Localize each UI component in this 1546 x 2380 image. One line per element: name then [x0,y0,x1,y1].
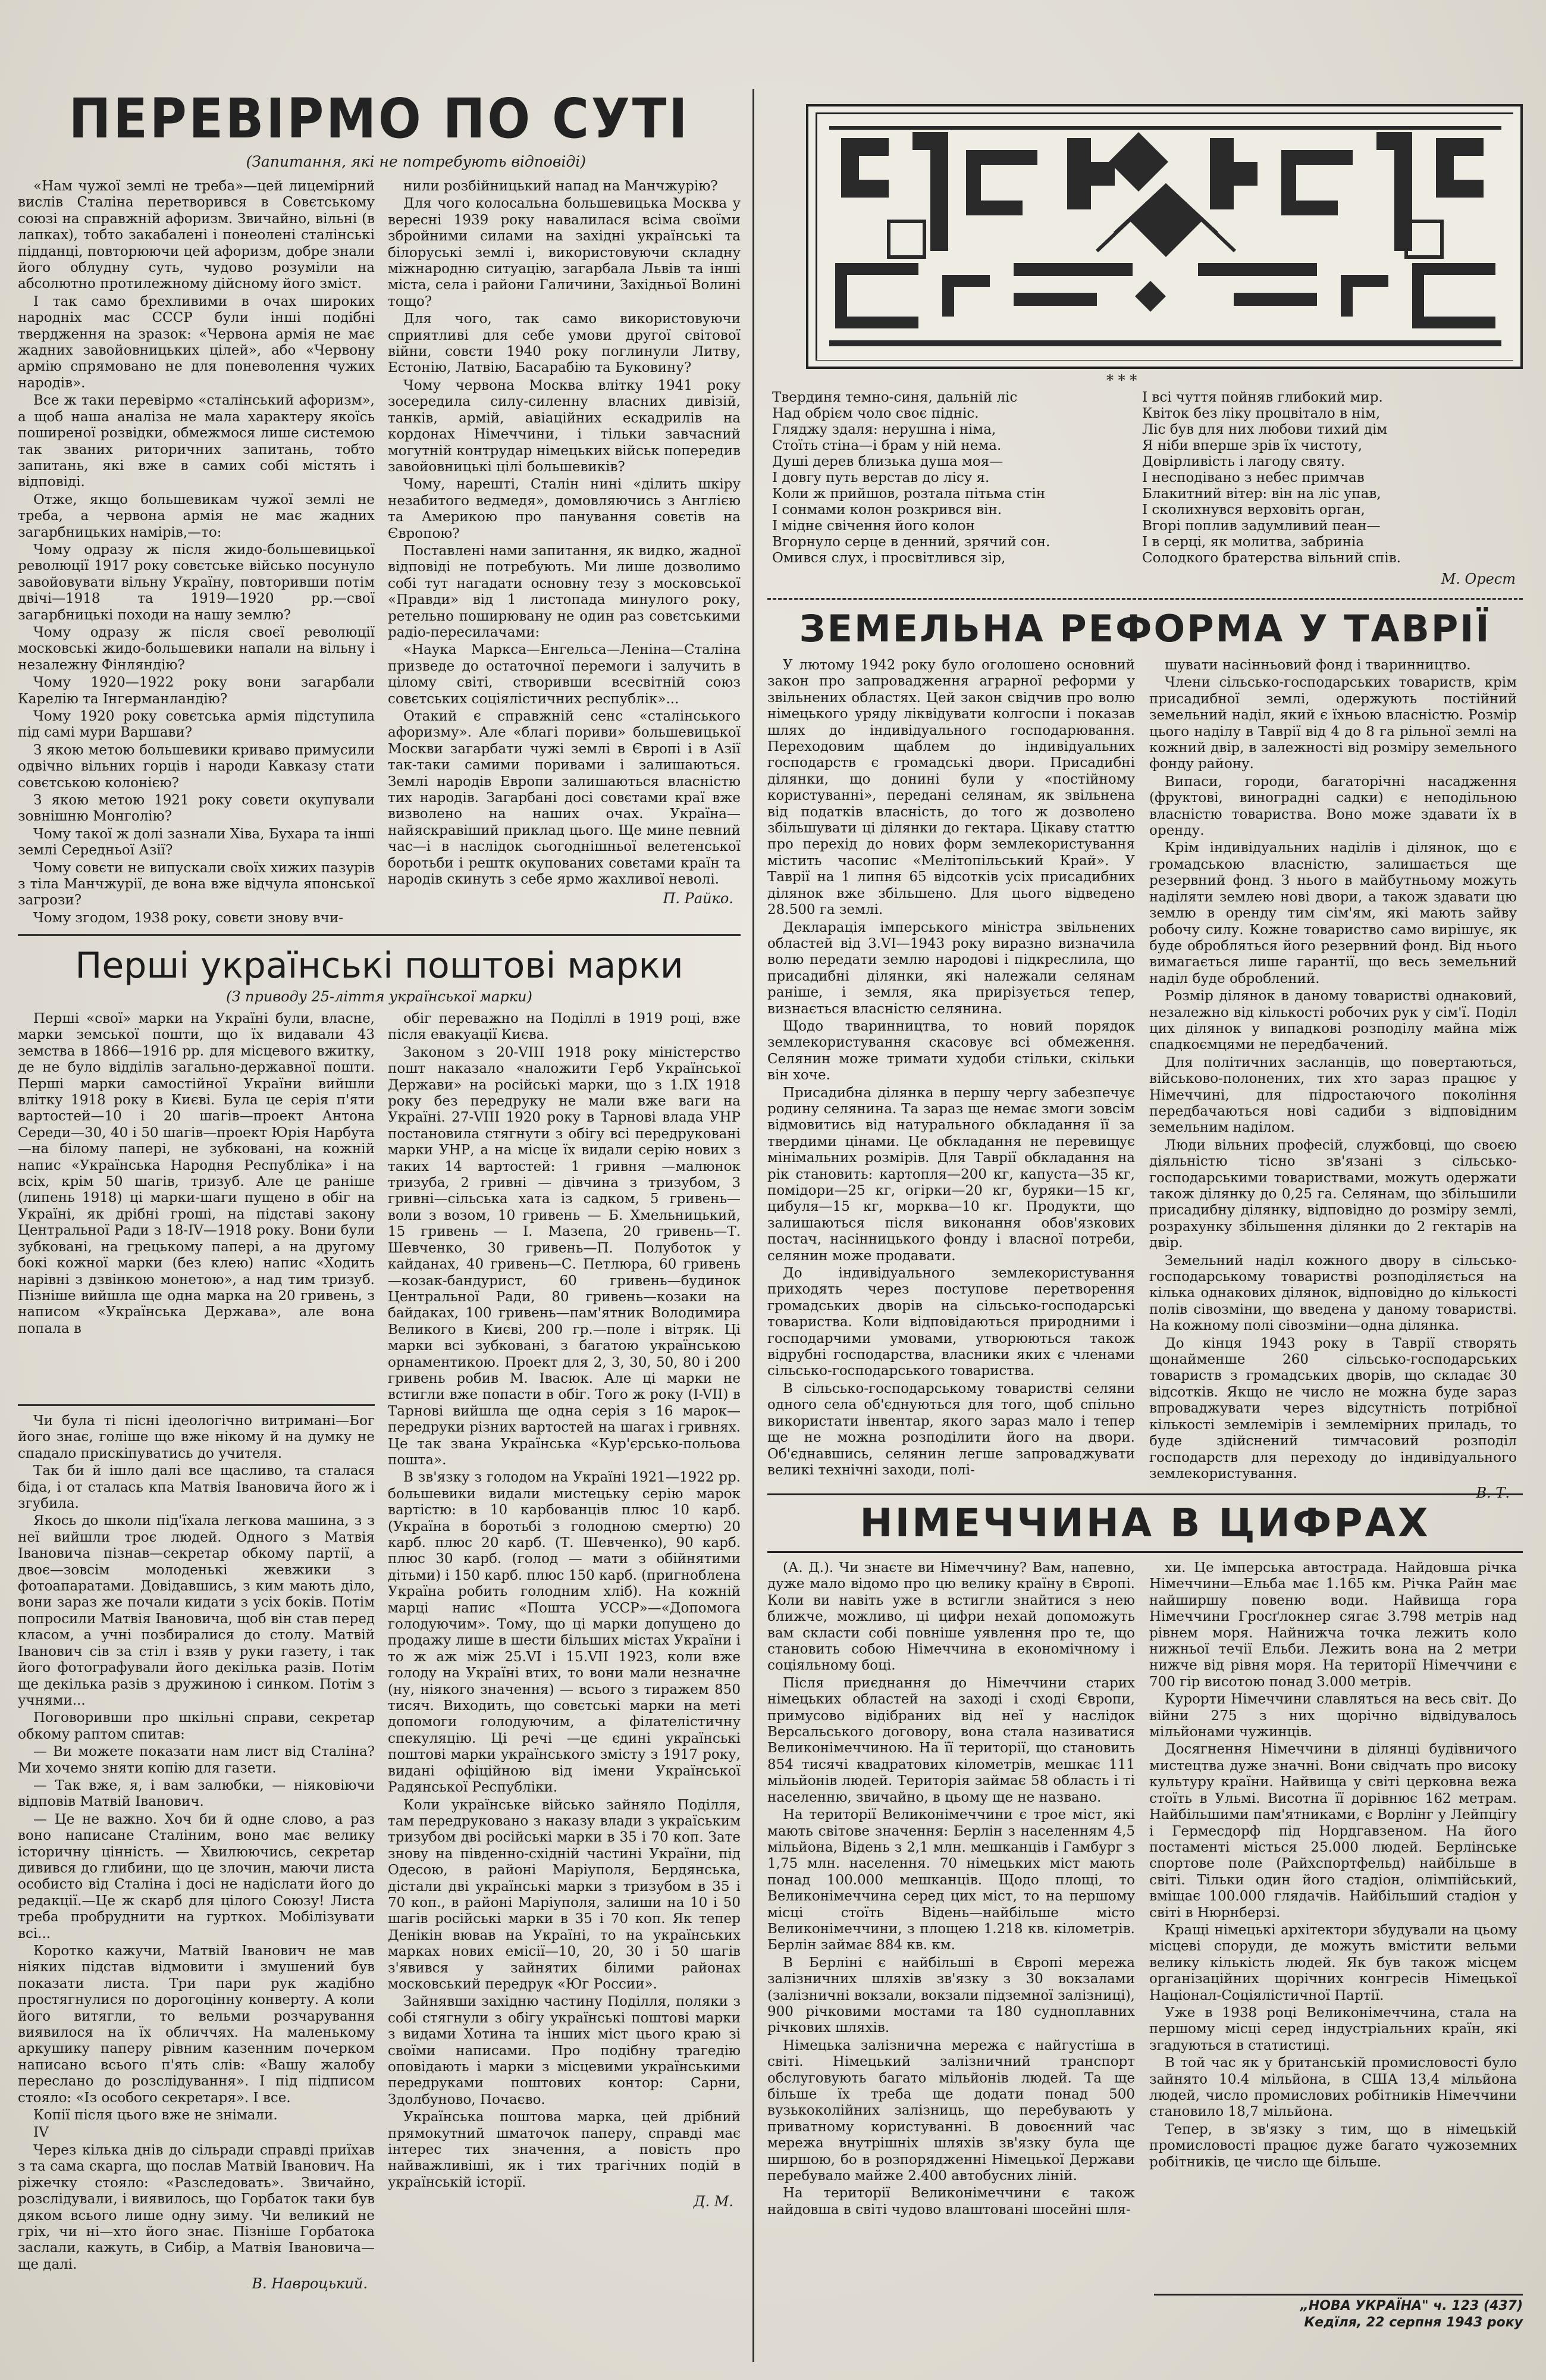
poem-line: І довгу путь верстав до лісу я. [772,470,990,486]
poem-line: Ліс був для них любови тихий дім [1142,422,1388,437]
poem-line: І всі чуття пойняв глибокий мир. [1142,390,1383,405]
paragraph: Члени сільсько-господарських товариств, крім присадибної землі, одержують постійний земельний наділ, який є їхньою власністю. Розмір цього наділу в Таврії від 4 до 8 га рільної землі на кожний двір, в залежності від розміру земельного фонду району. [1149,675,1517,772]
paragraph: Крім індивідуальних наділів і ділянок, що є громадською власністю, залишається ще резервний фонд. З нього в майбутньому можуть наділяти землею нові двори, а також здавати цю землю в оренду тим сім'ям, які мають зайву робочу силу. Кожне товариство само вирішує, як буде обробляться його резервний фонд. Від нього вимагається лише гарантії, що весь земельний наділ буде оброблений. [1149,840,1517,987]
paragraph: Земельний наділ кожного двору в сільсько-господарському товаристві розподіляється на кілька однакових ділянок, відповідно до кількості полів сівозміни, що введена у даному товаристві. На кожному полі сівозміни—одна ділянка. [1149,1252,1517,1334]
paragraph: Чому совєти не випускали своїх хижих пазурів з тіла Манчжурії, де вона вже відчула японської загрози? [18,860,375,909]
column-rule-left [752,89,754,2362]
paragraph: Отже, якщо большевикам чужої землі не треба, а червона армія не має жадних загарбницьких намірів,—то: [18,491,375,540]
poem-line: Стоїть стіна—і брам у ній нема. [772,438,1002,453]
poem-column-b [1142,390,1523,580]
article-5-column-b [1149,1560,1517,2219]
paragraph: Українська поштова марка, цей дрібний прямокутний шматочок паперу, справді має інтерес тих значення, а повість про найважливіші, як і тих трагічних подій в українській історії. [388,2109,741,2190]
poem-line: Душі дерев близька душа моя— [772,454,1004,469]
paragraph: В зв'язку з голодом на Україні 1921—1922 рр. большевики видали мистецьку серію марок вартістю: в 10 карбованців плюс 10 карб. (Україна в боротьбі з голодною смертю) 20 карб. плюс 20 карб. (Т. Шевченко), 90 карб. плюс 30 карб. (голод — мати з обійнятими дітьми) і 150 карб. плюс 150 карб. (пригноблена Україна робить голодним хліб). На кожній марці напис «Пошта УССР»—«Допомога голодуючим». Тому, що ці марки допущено до продажу лише в шести більших містах України і то ж аж між 25.VI і 15.VII 1923, коли вже голоду на Україні втих, то вони мали незначне (ну, ніякого значення) — всього з тиражем 850 тисяч. Виходить, що совєтські марки на меті допомоги голодуючим, а філателістичну спекуляцію. Ці речі —це єдині українські поштові марки українського змісту з 1917 року, видані офіційною від імени Української Радянської Республіки. [388,1470,741,1796]
paragraph: Все ж таки перевірмо «сталінський афоризм», а щоб наша аналіза не мала характеру якоїсь поширеної розвідки, обмежмося лише системою так званих риторичних запитань, тобто запитань, які вже в самих собі містять і відповіді. [18,393,375,490]
poem-line: Над обрієм чоло своє підніс. [772,406,979,421]
paragraph: Чому такої ж долі зазнали Хіва, Бухара та інші землі Середньої Азії? [18,826,375,859]
article-3-top-rule [18,1404,375,1406]
article-1-title: ПЕРЕВІРМО ПО СУТІ [68,87,690,151]
paragraph: У лютому 1942 року було оголошено основний закон про запровадження аграрної реформи у звільнених областях. Цей закон свідчив про волю німецького уряду ліквідувати колгоспи і показав шлях до індивідуального господарювання. Переходовим щаблем до індивідуальних господарств є громадські двори. Присадибні ділянки, що донині були у «постійному користуванні», передані селянам, як звільнена від податків власність, до того ж дозволено збільшувати ці ділянки до гектара. Цікаву статтю про перехід до нових форм землекористування містить часопис «Мелітопільський Край». У Таврії на 1 липня 65 відсотків усіх присадибних ділянок вже збільшено. Для цього відведено 28.500 га землі. [767,657,1135,918]
paragraph: Для чого колосальна большевицька Москва у вересні 1939 року навалилася всіма своїми збройними силами на західні українські та білоруські землі і, використовуючи складну міжнародню ситуацію, загарбала Львів та інші міста, села і райони Галичини, Західньої Волині тощо? [388,196,741,309]
article-3-column [18,1413,375,2292]
article-4-title: ЗЕМЕЛЬНА РЕФОРМА У ТАВРІЇ [799,607,1491,650]
folk-ornament-icon [817,114,1514,360]
masthead-line-1: „НОВА УКРАЇНА" ч. 123 (437) [1300,2298,1523,2313]
poem-line: І несподівано з небес примчав [1142,470,1365,486]
poem-line: Твердиня темно-синя, дальній ліс [772,390,1018,405]
issue-masthead [1154,2294,1523,2331]
paragraph: Чому згодом, 1938 року, совєти знову вчи- [33,910,343,926]
paragraph: Перші «свої» марки на Україні були, власне, марки земської пошти, що їх видавали 43 земства в 1866—1916 рр. для місцевого вжитку, де не було відділів загально-державної пошти. Перші марки самостійної України вийшли влітку 1918 року в Києві. Була це серія п'яти вартостей—10 і 20 шагів—проект Антона Середи—30, 40 і 50 шагів—проект Юрія Нарбута—на білому папері, не зубковані, на кожній напис «Українська Народня Республіка» і на всіх, крім 50 шагів, тризуб. Але це раніше (липень 1918) ці марки-шаги пущено в обіг на Україні, як дрібні гроші, на підставі закону Центральної Ради з 18-IV—1918 року. Вони були зубковані, на грецькому папері, а на другому бокі кожної марки (без клею) напис «Ходить нарівні з дзвінкою монетою», а над тим тризуб. Пізніше вийшла ще одна марка на 20 гривень, з написом «Українська Держава», але вона попала в [18,1011,375,1336]
paragraph: Чому червона Москва влітку 1941 року зосередила силу-силенну власних дивізій, танків, армій, авіаційних ескадрилів на кордонах Німеччини, і тільки завчасний могутній контрудар німецьких військ попередив завойовницькі цілі большевиків? [388,377,741,475]
paragraph: Законом з 20-VIII 1918 року міністерство пошт наказало «наложити Герб Української Держави» на російські марки, що з 1.IX 1918 року без передруку не мали вже ваги на Україні. 27-VIII 1920 року в Тарнові влада УНР постановила стягнути з обігу всі передруковані марки УНР, а на місце їх видали серію нових з таких 14 вартостей: 1 гривня —малюнок тризуба, 2 гривні — дівчина з тризубом, 3 гривні—сільська хата із садком, 5 гривень—воли з возом, 10 гривень — Б. Хмельницький, 15 гривень — І. Мазепа, 20 гривень—Т. Шевченко, 30 гривень—П. Полуботок у кайданах, 40 гривень—С. Петлюра, 60 гривень—козак-бандурист, 60 гривень—будинок Центральної Ради, 80 гривень—козаки на байдаках, 100 гривень—пам'ятник Володимира Великого в Києві, 200 гр.—поле і вітряк. Ці марки всі зубковані, з багатою українською орнаментикою. Проект для 2, 3, 30, 50, 80 і 200 гривень робив М. Івасюк. Але ці марки не встигли вже попасти в обіг. Того ж року (I-VII) в Тарнові вийшла ще одна серія з 16 марок—передруки різних вартостей на шагах і гривнях. Це так звана Українська «Кур'єрсько-польова пошта». [388,1044,741,1468]
poem-line: Квіток без ліку процвітало в нім, [1142,406,1381,421]
article-1-column-a [18,178,375,928]
poem-line: Блакитний вітер: він на ліс упав, [1142,486,1381,502]
article-2-column-b [388,1011,741,2210]
poem-line: Омився слух, і просвітлився зір, [772,550,1006,566]
paragraph: Декларація імперського міністра звільнених областей від 3.VI—1943 року виразно визначила волю передати землю народові і підкреслила, що присадибні ділянки, які належали селянам раніше, і земля, яка прирізується тепер, визнається власністю селянина. [767,919,1135,1017]
paragraph: — Так вже, я, і вам залюбки, — ніяковіючи відповів Матвій Іванович. [18,1777,375,1810]
paragraph: нили розбійницький напад на Манчжурію? [403,178,718,194]
paragraph: Коротко кажучи, Матвій Іванович не мав ніяких підстав відмовити і змушений був показати листа. Три пари рук жадібно простягнулися по дорогоцінну конверту. А коли його витягли, то вельми розчарування виявилося на їх обличчях. На маленькому аркушику паперу рівним казенним почерком написано всього п'ять слів: «Вашу жалобу переслано до розслідування». І під підписом стояло: «Із особого секретаря». І все. [18,1943,375,2106]
paragraph: — Ви можете показати нам лист від Сталіна? Ми хочемо зняти копію для газети. [18,1744,375,1776]
poem-line: Вгорнуло серце в денний, зрячий сон. [772,534,1050,550]
paragraph: Кращі німецькі архітектори збудували на цьому місцеві споруди, де можуть вмістити вельми велику кількість людей. Як був також місцем організаційних щорічних конгресів Німецької Націонал-Соціялістичної Партії. [1149,1922,1517,2003]
paragraph: В той час як у британській промисловості було зайнято 10.4 мільйона, в США 13,4 мільйона людей, число промислових робітників Німеччини становило 18,7 мільйона. [1149,2055,1517,2120]
poem-line: І в серці, як молитва, забриніа [1142,534,1365,550]
paragraph: Коли українське військо зайняло Поділля, там передруковано з наказу влади з україським тризубом дві російські марки в 35 і 70 коп. Зате знову на південно-східній частині України, під Одесою, в районі Маріуполя, Бердянська, дістали дві українські марки з тризубом в 35 і 70 коп., в районі Маріуполя, залиши на 10 і 50 шагів російські марки в 35 і 70 коп. Як тепер Денікін вював на Україні, то на українських марках нових емісії—10, 20, 30 і 50 шагів з'явився у зайнятих білими районах московський передрук «Юг России». [388,1797,741,1992]
article-signature: В. Т. [1476,1485,1510,1502]
paragraph: Чому одразу ж після своєї революції московські жидо-большевики напали на вільну і незалежну Фінляндію? [18,624,375,673]
article-2-title: Перші українські поштові марки [75,945,683,987]
paragraph: Поставлені нами запитання, як видко, жадної відповіді не потребують. Ми лише дозволимо собі тут нагадати основну тезу з московської «Правди» від 1 листопада минулого року, ретельно поширювану не один раз совєтськими радіо-пересилачами: [388,543,741,640]
paragraph: Присадибна ділянка в першу чергу забезпечує родину селянина. Та зараз ще немає змоги зовсім відмовитись від натурального обкладання її за твердими цінами. Це обкладання не перевищує мінімальних розмірів. Для Таврії обкладання на рік становить: картопля—200 кг, капуста—35 кг, помідори—25 кг, огірки—20 кг, буряки—15 кг, цибуля—15 кг, морква—10 кг. Продукти, що залишаються після виконання обов'язкових постач, насінницького фонду і власної потреби, селянин може продавати. [767,1085,1135,1264]
paragraph: (А. Д.). Чи знаєте ви Німеччину? Вам, напевно, дуже мало відомо про цю велику країну в Європі. Коли ви навіть уже в встигли знайтися з нею ближче, можливо, ці цифри нехай допоможуть вам скласти собі повніше уявлення про те, що становить собою Німеччина в економічному і соціяльному боці. [767,1560,1135,1674]
paragraph: «Нам чужої землі не треба»—цей лицемірний вислів Сталіна перетворився в Совєтському союзі на справжній афоризм. Звичайно, вільні (в лапках), тобто закабалені і понеолені сталінські підданці, повторюючи цей афоризм, добре знали його облудну суть, чудово розуміли на абсолютно протилежному дійсному його зміст. [18,178,375,292]
paragraph: Якось до школи під'їхала легкова машина, з з неї вийшли троє людей. Одного з Матвія Івановича пізнав—секретар обкому партії, а двоє—зовсім молоденькі жевжики з фотоапаратами. Довідавшись, з ким мають діло, вони зараз же почали кидати з усіх боків. Потім попросили Матвія Івановича, щоб він став перед класом, а учні позбиралися до столу. Матвій Іванович сів за стіл і взяв у руки газету, і так його фотографували його декілька разів. Потім ще декілька разів з дружиною і синком. Потім з учнями... [18,1513,375,1708]
article-1-bottom-rule [18,934,741,936]
paragraph: хи. Це імперська автострада. Найдовша річка Німеччини—Ельба має 1.165 км. Річка Райн має найширшу повеню води. Найвища гора Німеччини Гросґлокнер сягає 3.798 метрів над рівнем моря. Найнижча точка лежить коло нижньої течії Ельби. Лежить вона на 2 метри нижче від рівня моря. На території Німеччини є 700 гір висотою понад 3.000 метрів. [1149,1560,1517,1690]
article-4 [767,604,1523,1502]
paragraph: Через кілька днів до сільради справді приїхав з та сама скарга, що послав Матвій Іванович. На ріжечку стояло: «Разследовать». Звичайно, розслідували, і виявилось, що Горбаток таки був дяком всього лише одну зиму. Чи великий не гріх, чи ні—хто його знає. Пізніше Горбатока заслали, кажуть, в Сибір, а Матвія Івановича—ще далі. [18,2142,375,2272]
paragraph: Досягнення Німеччини в ділянці будівничого мистецтва дуже значні. Вони свідчать про високу культуру країни. Найвища у світі церковна вежа стоїть в Ульмі. Висотна її дорівнює 162 метрам. Найбільшими пам'ятниками, є Ворлінг у Лейпцігу і Гермесдорф під Нордгавзеном. На його постаменті місться 25.000 людей. Берлінське спортове поле (Райхспортфельд) найбільше в світі. Тільки один його стадіон, олімпійський, вміщає 100.000 глядачів. Найбільший стадіон у світі в Нюрнберзі. [1149,1742,1517,1921]
poem-line: Солодкого братерства вільний спів. [1142,550,1401,566]
paragraph: IV [33,2125,49,2141]
masthead-line-2: Кедїля, 22 серпня 1943 року [1304,2315,1523,2330]
paragraph: обіг переважно на Поділлі в 1919 році, вже після евакуації Києва. [388,1011,741,1043]
article-signature: П. Райко. [663,890,733,907]
poem-line: І сколихнувся верховіть орган, [1142,502,1365,518]
paragraph: Після приєднання до Німеччини старих німецьких областей на заході і сході Європи, примусово відібраних від неї у наслідок Версальського договору, вона стала називатися Великонімеччиною. На її території, що становить 854 тисячі квадратових кілометрів, мешкає 111 мільйонів людей. Територія займає 58 область і ті населенню, звичайно, в цьому ще не названо. [767,1675,1135,1805]
paragraph: Копії після цього вже не знімали. [33,2107,278,2124]
paragraph: Розмір ділянок в даному товаристві однаковий, незалежно від кількості робочих рук у сім'ї. Поділ цих ділянок у випадкові розподілу майна між спадкоємцями не передбачений. [1149,988,1517,1053]
article-2-subtitle: (З приводу 25-ліття української марки) [226,988,532,1005]
article-5-title-box [767,1493,1523,1553]
article-1-subtitle: (Запитання, які не потребують відповіді) [246,153,586,170]
article-4-column-b [1149,657,1517,1501]
paragraph: Випаси, городи, багаторічні насадження (фруктові, виноградні садки) є неподільною власністю товариства. Воно може здавати їх в оренду. [1149,774,1517,839]
paragraph: З якою метою большевики криваво примусили одвічно вільних горців і народи Кавказу стати совєтською колонією? [18,742,375,791]
paragraph: Чи була ті пісні ідеологічно витримані—Бог його знає, голіше що вже нікому й на думку не спадало прискіпуватись до учителя. [18,1413,375,1461]
article-5-column-a [767,1560,1135,2219]
poem-line: Довірливість і лагоду святу. [1142,454,1346,469]
article-signature: Д. М. [694,2193,733,2210]
paragraph: До індивідуального землекористування приходять через поступове перетворення громадських дворів на сільсько-господарські товариства. Коли відповідаються природними і господарчими умовами, утворюються також відрубні господарства, власники яких є членами сільсько-господарського товариства. [767,1266,1135,1379]
paragraph: Чому 1920 року совєтська армія підступила під самі мури Варшави? [18,709,375,741]
paragraph: Тепер, в зв'язку з тим, що в німецькій промисловості працює дуже багато чужоземних робітників, це число ще більше. [1149,2121,1517,2170]
poem-line: Коли ж прийшов, розтала пітьма стін [772,486,1046,502]
paragraph: Для політичних засланців, що повертаються, військово-полонених, тих хто зараз працює у Німеччині, для підростаючого покоління передбачаються нові садиби з відповідним земельним наділом. [1149,1054,1517,1136]
poem-stars: * * * [1106,372,1137,389]
paragraph: Поговоривши про шкільні справи, секретар обкому раптом спитав: [18,1710,375,1742]
article-1-column-b [388,178,741,928]
paragraph: Уже в 1938 році Великонімеччина, стала на першому місці серед індустріальних країн, які згадуються в статистиці. [1149,2005,1517,2053]
paragraph: Чому 1920—1922 року вони загарбали Карелію та Інгерманландію? [18,675,375,707]
paragraph: Чому одразу ж після жидо-большевицької революції 1917 року совєтське військо посунуло завойовувати вільну Україну, повторивши потім двічі—1918 та 1919—1920 рр.—свої загарбницькі походи на нашу землю? [18,541,375,623]
paragraph: Люди вільних професій, службовці, що своєю діяльністю тісно зв'язані з сільсько-господарськими товариствами, можуть одержати також ділянку до 0,25 га. Селянам, що збільшили присадибну ділянку, відповідно до розміру землі, розрахунку збільшення ділянки до 2 гектарів на двір. [1149,1137,1517,1251]
decorative-ornament [806,104,1523,369]
paragraph: Так би й ішло далі все щасливо, та сталася біда, і от сталась кпа Матвія Івановича його ж і згубила. [18,1463,375,1512]
article-5-title: НІМЕЧЧИНА В ЦИФРАХ [860,1500,1431,1546]
article-3 [18,1404,387,2309]
paragraph: Щодо тваринництва, то новий порядок землекористування скасовує всі обмеження. Селянин може тримати худоби стільки, скільки він хоче. [767,1018,1135,1083]
poem-line: І мідне свічення його колон [772,518,975,534]
paragraph: Німецька залізнична мережа є найгустіша в світі. Німецький залізничний транспорт обслуговують багато мільйонів людей. Та ще більше їх треба ще додати понад 500 вузькоколійних залізниць, що перебувають у приватному користуванні. В довоєнний час мережа внутрішніх шляхів зв'язку була ще ширшою, бо в розпорядженні Німецької Держави перебувало майже 2.400 автобусних ліній. [767,2037,1135,2184]
paragraph: Для чого, так само використовуючи сприятливі для себе умови другої світової війни, совєти 1940 року поглинули Литву, Естонію, Латвію, Басарабію та Буковину? [388,311,741,376]
paragraph: — Це не важно. Хоч би й одне слово, а раз воно написане Сталіним, воно має велику історичну цінність. — Хвилюючись, секретар дивився до глибини, що це злочин, маючи листа особисто від Сталіна і досі не надіслати його до редакції.—Це ж скарб для цілого Союзу! Листа треба пробруднити на гурткох. Мобілізувати всі... [18,1811,375,1941]
paragraph: І так само брехливими в очах широких народніх мас СССР були інші подібні твердження на зразок: «Червона армія не має жадних завойовницьких цілей», або «Червону армію спрямовано не для поневолення чужих народів». [18,293,375,391]
paragraph: В Берліні є найбільші в Європі мережа залізничних шляхів зв'язку з 30 вокзалами (залізничні вокзали, вокзали підземної залізниці), 900 річковими мостами та 180 судноплавних річкових шляхів. [767,1955,1135,2036]
article-5 [767,1493,1523,2285]
paragraph: До кінця 1943 року в Таврії створять щонайменше 260 сільсько-господарських товариств з громадських дворів, що складає 30 відсотків. Якщо не число не можна буде зараз впроваджувати через відсутність потрібної кількості землемірів і землемірних приладь, то буде здійснений тимчасовий розподіл господарств для переходу до індивідуального землекористування. [1149,1335,1517,1482]
paragraph: Зайнявши західню частину Поділля, поляки з собі стягнули з обігу українські поштові марки з видами Хотина та інших міст цього краю зі своїми написами. Про подібну трагедію оповідають і марки з місцевими українськими передруками поштових контор: Сарни, Здолбуново, Почаєво. [388,1994,741,2107]
poem-signature: М. Орест [1441,571,1516,587]
paragraph: На території Великонімеччини є трое міст, які мають світове значення: Берлін з населенням 4,5 мільйона, Відень з 2,1 млн. мешканців і Гамбург з 1,75 млн. населення. 70 німецьких міст мають понад 100.000 мешканців. Щодо площі, то Великонімеччина серед цих міст, то на першому місці стоїть Відень—найбільше місто Великонімеччини, з площею 1.218 кв. кілометрів. Берлін займає 884 кв. км. [767,1807,1135,1953]
article-4-top-rule [767,598,1523,600]
paragraph: «Наука Маркса—Енгельса—Леніна—Сталіна призведе до остаточної перемоги і залучить в цілому світі, створивши всесвітній союз совєтських соціялістичних республік»... [388,642,741,707]
article-signature: В. Навроцький. [252,2275,368,2293]
poem-column-a [772,390,1141,580]
paragraph: В сільсько-господарському товаристві селяни одного села об'єднуються для того, щоб спільно використати інвентар, якого зараз мало і тепер ще не можна розподілити його на двори. Об'єднавшись, селянин легше запроваджувати великі технічні заходи, полі- [767,1380,1135,1478]
article-4-column-a [767,657,1135,1501]
poem-line: І сонмами колон розкрився він. [772,502,1002,518]
paragraph: Чому, нарешті, Сталін нині «ділить шкіру незабитого ведмедя», домовляючись з Англією та Америкою про панування совєтів на Європою? [388,477,741,541]
poem-line: Вгорі поплив задумливий пеан— [1142,518,1381,534]
paragraph: З якою метою 1921 року совєти окупували зовнішню Монголію? [18,793,375,825]
poem-line: Я ніби вперше зрів їх чистоту, [1142,438,1363,453]
paragraph: шувати насінньовий фонд і тваринництво. [1165,657,1471,673]
paragraph: Курорти Німеччини славляться на весь світ. До війни 275 з них щорічно відвідувалось мільйонами чужинців. [1149,1692,1517,1740]
paragraph: Отакий є справжній сенс «сталінського афоризму». Але «благі пориви» большевицької Москви загарбати чужі землі в Європі і в Азії так-таки самими поривами і залишаються. Землі народів Европи залишаються власністю тих народів. Загарбані досі совєтами краї вже визволено на наших очах. Україна—найяскравіший приклад цього. Ще мине певний час—і в наслідок сьогоднішньої велетенської боротьби і рештк окупованих совєтами країн та народів скинуть з себе ярмо жахливої неволі. [388,709,741,888]
article-1 [18,86,741,925]
poem-line: Гляджу здаля: нерушна і німа, [772,422,996,437]
paragraph: На території Великонімеччини є також найдовша в світі чудово влаштовані шосейні шля- [767,2185,1135,2218]
